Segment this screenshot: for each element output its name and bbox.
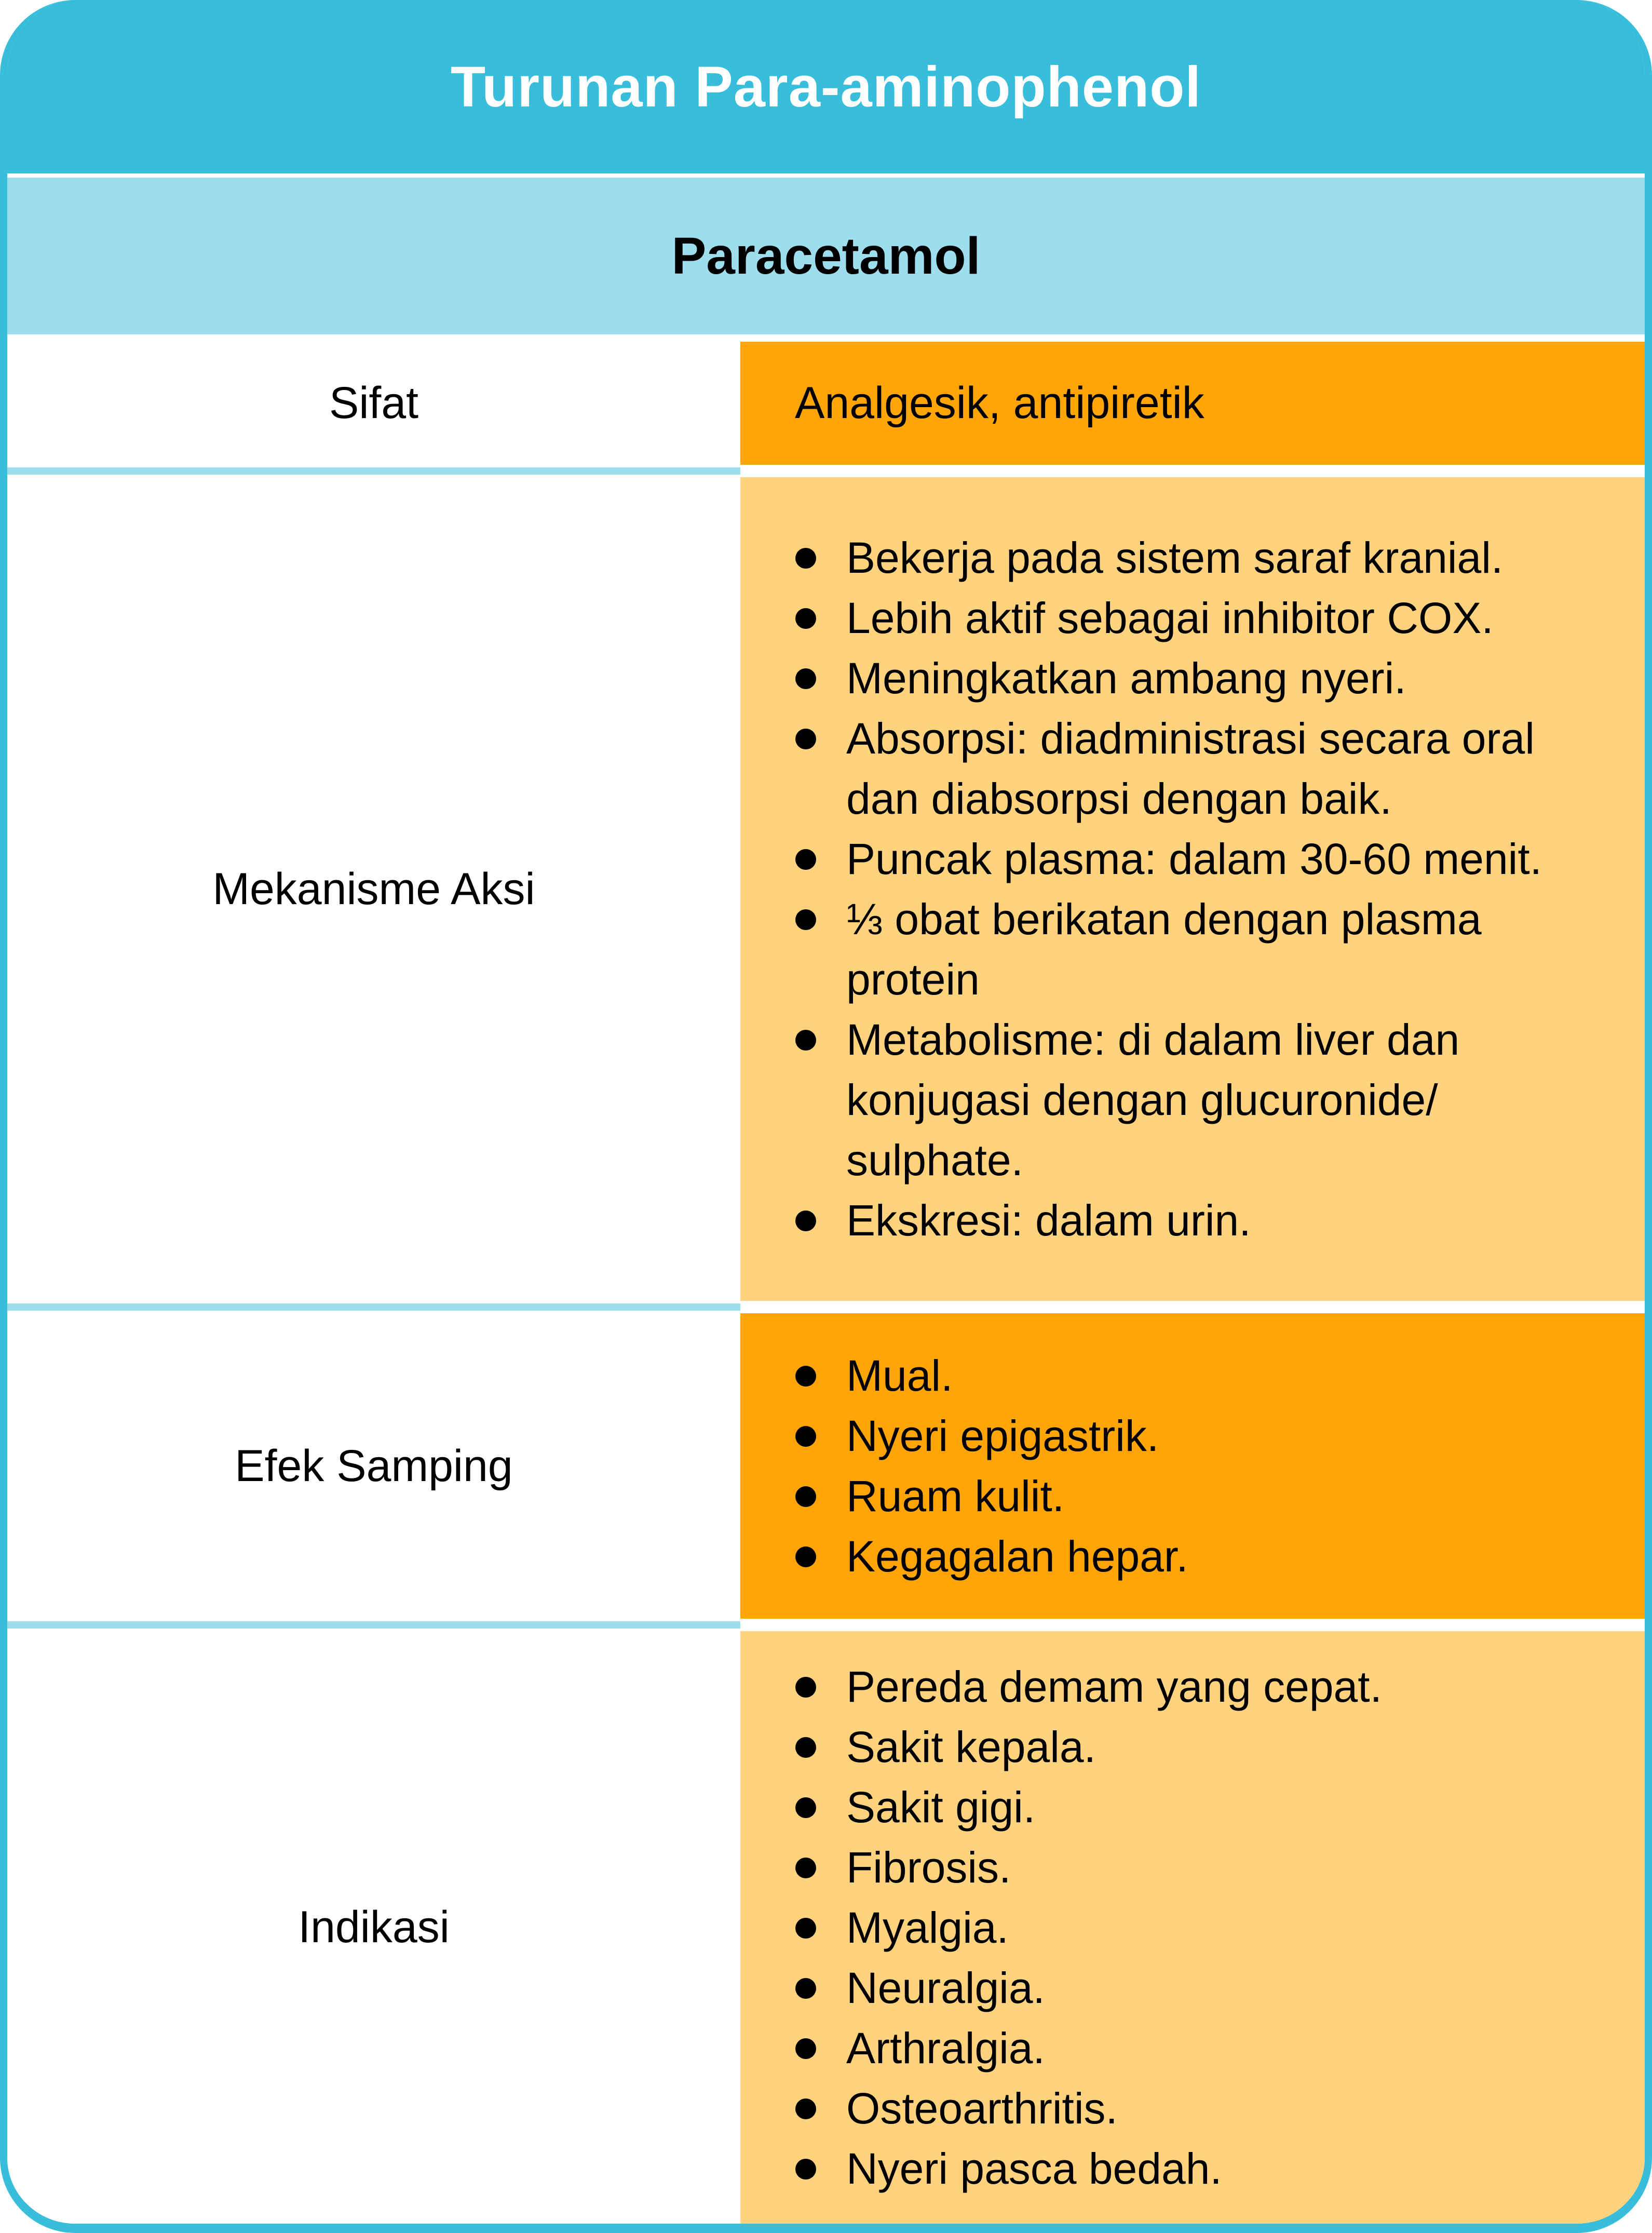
row-mekanisme-aksi <box>7 477 1645 1301</box>
bullet-item: Nyeri epigastrik. <box>740 1406 1603 1466</box>
indikasi-label-cell <box>7 1631 740 2224</box>
bullet-item: Metabolisme: di dalam liver dan konjugasi dengan glucuronide/ sulphate. <box>740 1010 1603 1190</box>
bullet-item: Pereda demam yang cepat. <box>740 1657 1603 1717</box>
bullet-item: Bekerja pada sistem saraf kranial. <box>740 528 1603 588</box>
bullet-item: Sakit gigi. <box>740 1777 1603 1837</box>
sifat-label-cell <box>7 342 740 465</box>
bullet-item: Sakit kepala. <box>740 1717 1603 1777</box>
row-divider <box>7 1619 1645 1631</box>
bullet-item: Ekskresi: dalam urin. <box>740 1190 1603 1250</box>
bullet-item: Puncak plasma: dalam 30-60 menit. <box>740 829 1603 889</box>
row-label: Efek Samping <box>235 1441 513 1491</box>
row-label: Indikasi <box>298 1902 450 1952</box>
mekanisme-list <box>740 528 1645 1250</box>
drug-name-bar <box>7 178 1645 334</box>
table-title: Turunan Para-aminophenol <box>451 55 1201 119</box>
bullet-item: ⅓ obat berikatan dengan plasma protein <box>740 889 1603 1010</box>
mekanisme-value-cell <box>740 477 1645 1301</box>
efek-label-cell <box>7 1313 740 1619</box>
bullet-item: Osteoarthritis. <box>740 2078 1603 2138</box>
table-header-bar <box>7 0 1645 173</box>
divider-left-bar <box>7 1301 740 1313</box>
bullet-item: Neuralgia. <box>740 1958 1603 2018</box>
bullet-item: Nyeri pasca bedah. <box>740 2138 1603 2199</box>
divider-right-gap <box>740 1619 1645 1631</box>
sifat-value: Analgesik, antipiretik <box>795 378 1204 428</box>
row-divider <box>7 465 1645 477</box>
bullet-item: Meningkatkan ambang nyeri. <box>740 648 1603 708</box>
bullet-item: Absorpsi: diadministrasi secara oral dan diabsorpsi dengan baik. <box>740 708 1603 829</box>
bullet-item: Ruam kulit. <box>740 1466 1603 1526</box>
divider-left-bar <box>7 1619 740 1631</box>
row-efek-samping <box>7 1313 1645 1619</box>
bullet-item: Arthralgia. <box>740 2018 1603 2078</box>
bullet-item: Kegagalan hepar. <box>740 1526 1603 1586</box>
row-divider <box>7 1301 1645 1313</box>
row-sifat <box>7 342 1645 465</box>
subheader-gap <box>7 334 1645 342</box>
divider-right-gap <box>740 1301 1645 1313</box>
sifat-value-cell <box>740 342 1645 465</box>
bullet-item: Mual. <box>740 1346 1603 1406</box>
divider-right-gap <box>740 465 1645 477</box>
indikasi-list <box>740 1657 1645 2199</box>
row-label: Mekanisme Aksi <box>212 864 535 914</box>
row-indikasi <box>7 1631 1645 2224</box>
bullet-item: Lebih aktif sebagai inhibitor COX. <box>740 588 1603 648</box>
row-label: Sifat <box>329 378 419 428</box>
mekanisme-label-cell <box>7 477 740 1301</box>
header-gap <box>7 173 1645 178</box>
efek-value-cell <box>740 1313 1645 1619</box>
drug-name: Paracetamol <box>671 226 981 285</box>
divider-left-bar <box>7 465 740 477</box>
efek-list <box>740 1346 1645 1586</box>
bullet-item: Fibrosis. <box>740 1837 1603 1898</box>
bullet-item: Myalgia. <box>740 1898 1603 1958</box>
indikasi-value-cell <box>740 1631 1645 2224</box>
